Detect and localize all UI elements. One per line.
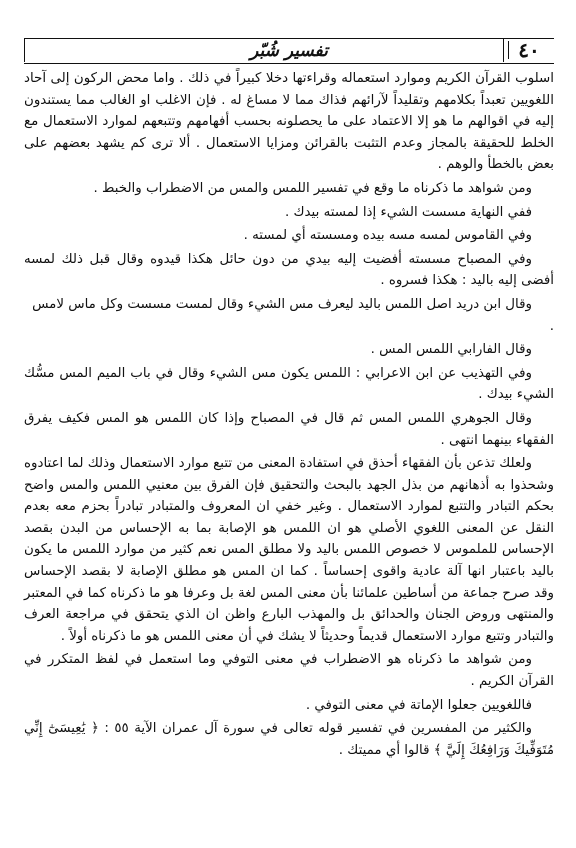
page-number: ٤٠ (503, 38, 554, 62)
paragraph: وفي القاموس لمسه مسه بيده ومسسته أي لمسته . (243, 228, 532, 244)
page-header (24, 38, 554, 64)
paragraph: ومن شواهد ما ذكرناه هو الاضطراب في معنى التوفي وما استعمل في لفظ المتكرر في القرآن الكريم . (24, 652, 554, 690)
paragraph: وقال الفارابي اللمس المس . (370, 342, 532, 358)
header-left-rule (24, 38, 25, 62)
running-title: تفسير شُبّر (250, 41, 328, 61)
paragraph: ولعلك تذعن بأن الفقهاء أحذق في استفادة المعنى من تتبع موارد الاستعمال وذلك لما اعتادوه وشحذوا به أذهانهم من بذل الجهد بالبحث والتحقيق فإن الفرق بين معنيي اللمس والمس واضح بحكم التبادر والتتبع لموارد الاستعمال . وغير خفي ان المعروف والمتبادر تبادراً بحزم معه بعدم النقل عن المعنى اللغوي الأصلي هو ان اللمس هو الإصابة بما به الإحساس من البدن بقصد الإحساس للملموس لا خصوص اللمس باليد ولا مطلق المس نعم كثير من موارد اللمس ما يكون باليد باعتبار انها آلة عادية واقوى إحساساً . كما ان المس هو مطلق الإصابة لا بقصد الإحساس وقد صرح جماعة من أساطين علمائنا بأن معنى المس لغة بل وعرفا هو ما ذكرناه كما في المعتبر والمنتهى وروض الجنان والحدائق بل والمهذب البارع واظن ان الذي يتحقق في مراجعة العرف والتبادر وتتبع موارد الاستعمال قديماً وحديثاً لا يشك في أن معنى اللمس هو ما ذكرناه أولاً . (24, 456, 554, 644)
paragraph: ومن شواهد ما ذكرناه ما وقع في تفسير اللمس والمس من الاضطراب والخبط . (93, 180, 532, 196)
paragraph: والكثير من المفسرين في تفسير قوله تعالى في سورة آل عمران الآية ٥٥ : ﴿ يَٰعِيسَىٰٓ إِنِّي مُتَوَفِّيكَ وَرَافِعُكَ إِلَيَّ ﴾ قالوا أي مميتك . (24, 721, 554, 758)
paragraph: وقال ابن دريد اصل اللمس باليد ليعرف مس الشيء وقال لمست مسست وكل ماس لامس . (32, 296, 554, 334)
paragraph: وفي التهذيب عن ابن الاعرابي : اللمس يكون مس الشيء وقال في باب الميم المس مسُّك الشيء بيدك . (24, 365, 554, 403)
page-body (24, 68, 554, 820)
paragraph: وقال الجوهري اللمس المس ثم قال في المصباح وإذا كان اللمس هو المس فكيف يفرق الفقهاء بينهما انتهى . (24, 410, 554, 448)
paragraph: فاللغويين جعلوا الإماتة في معنى التوفي . (305, 697, 532, 713)
paragraph: وفي المصباح مسسته أفضيت إليه بيدي من دون حائل هكذا قيدوه وقال قبل ذلك لمسه أفضى إليه باليد : هكذا فسروه . (24, 251, 554, 289)
paragraph: ففي النهاية مسست الشيء إذا لمسته بيدك . (284, 204, 532, 220)
paragraph: اسلوب القرآن الكريم وموارد استعماله وقراءتها دخلا كبيراً في ذلك . واما محض الركون إلى آحاد اللغويين تعبداً بكلامهم وتقليداً لآرائهم فذاك مما لا مساغ له . فإن الاغلب او الغالب مما يستندون إليه في اقوالهم ما هو إلا الاعتماد على ما يحصلونه بحسب أفهامهم وتتبعهم لموارد الاستعمال مع الخلط للحقيقة بالمجاز وعدم التثبت بالقرائن ومزايا الاستعمال . ألا ترى كم يشهد بعضهم على بعض بالخطأ والوهم . (24, 71, 554, 173)
